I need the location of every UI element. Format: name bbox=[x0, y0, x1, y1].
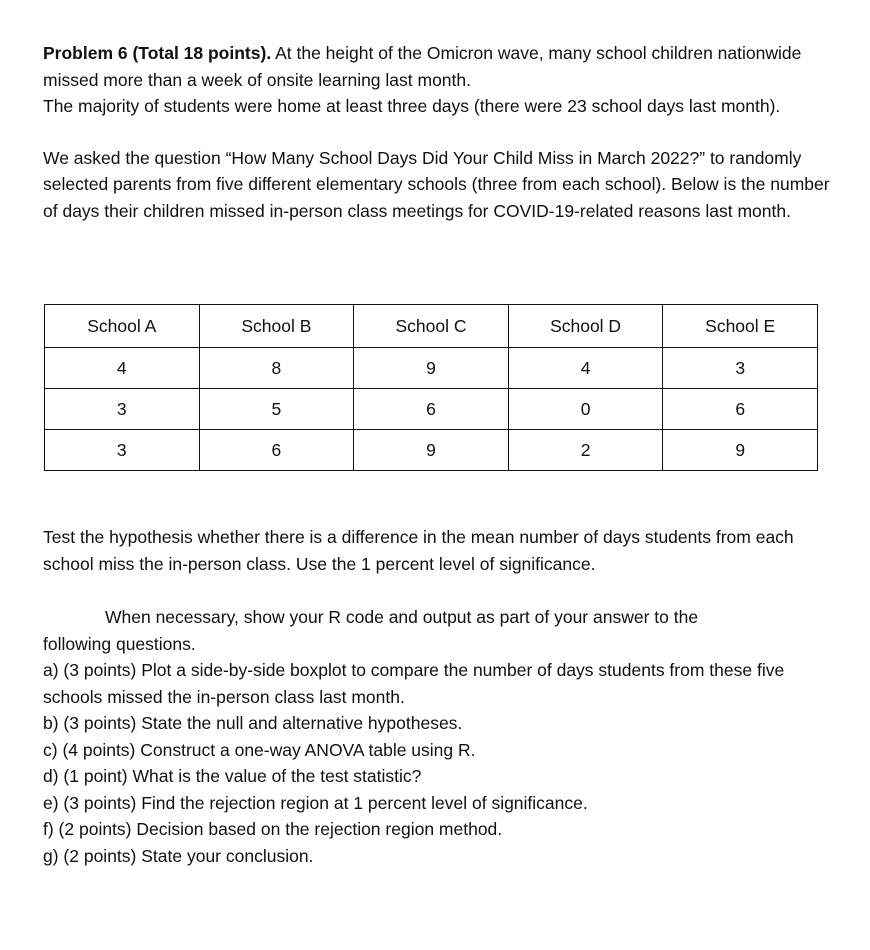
problem-title: Problem 6 (Total 18 points). bbox=[43, 43, 272, 63]
question-item-d: d) (1 point) What is the value of the test statistic? bbox=[43, 766, 422, 786]
table-cell: 4 bbox=[45, 348, 200, 389]
table-row bbox=[45, 348, 818, 389]
table-cell: 3 bbox=[663, 348, 818, 389]
header-school-a: School A bbox=[45, 305, 200, 348]
question-item-b: b) (3 points) State the null and alternative hypotheses. bbox=[43, 713, 463, 733]
table-header-row bbox=[45, 305, 818, 348]
table-cell: 9 bbox=[663, 430, 818, 471]
table-cell: 2 bbox=[508, 430, 663, 471]
header-school-b: School B bbox=[199, 305, 354, 348]
table-cell: 3 bbox=[45, 389, 200, 430]
problem-intro-text: At the height of the Omicron wave, many school children nationwide missed more than a week of onsite learning last month. bbox=[43, 43, 802, 90]
question-item-g: g) (2 points) State your conclusion. bbox=[43, 845, 314, 866]
hypothesis-section bbox=[43, 524, 833, 577]
question-item-a: a) (3 points) Plot a side-by-side boxplot to compare the number of days students from these five schools missed the in-person class last month. bbox=[43, 660, 785, 707]
problem-intro-line2: The majority of students were home at least three days (there were 23 school days last month). bbox=[43, 96, 781, 116]
table-cell: 3 bbox=[45, 430, 200, 471]
table-cell: 6 bbox=[663, 389, 818, 430]
instructions-lead: When necessary, show your R code and output as part of your answer to the bbox=[105, 607, 699, 627]
questions-section bbox=[43, 604, 833, 869]
question-item-f: f) (2 points) Decision based on the rejection region method. bbox=[43, 819, 503, 839]
question-paragraph: We asked the question “How Many School Days Did Your Child Miss in March 2022?” to randomly selected parents from five different elementary schools (three from each school). Below is the number of days their children missed in-person class meetings for COVID-19-related reasons last month. bbox=[43, 147, 830, 221]
header-school-e: School E bbox=[663, 305, 818, 348]
hypothesis-paragraph: Test the hypothesis whether there is a difference in the mean number of days students from each school miss the in-person class. Use the 1 percent level of significance. bbox=[43, 527, 794, 574]
table-row bbox=[45, 430, 818, 471]
table-cell: 6 bbox=[354, 389, 509, 430]
table-row bbox=[45, 389, 818, 430]
header-school-d: School D bbox=[508, 305, 663, 348]
table-cell: 9 bbox=[354, 348, 509, 389]
table-cell: 6 bbox=[199, 430, 354, 471]
instructions-lead-rest: following questions. bbox=[43, 633, 196, 654]
header-school-c: School C bbox=[354, 305, 509, 348]
question-item-e: e) (3 points) Find the rejection region at 1 percent level of significance. bbox=[43, 792, 588, 813]
table-cell: 5 bbox=[199, 389, 354, 430]
table-cell: 9 bbox=[354, 430, 509, 471]
question-item-c: c) (4 points) Construct a one-way ANOVA table using R. bbox=[43, 739, 476, 760]
days-missed-table bbox=[44, 304, 818, 471]
table-cell: 0 bbox=[508, 389, 663, 430]
problem-text bbox=[43, 40, 833, 224]
problem-intro bbox=[43, 40, 833, 93]
table-cell: 8 bbox=[199, 348, 354, 389]
table-cell: 4 bbox=[508, 348, 663, 389]
